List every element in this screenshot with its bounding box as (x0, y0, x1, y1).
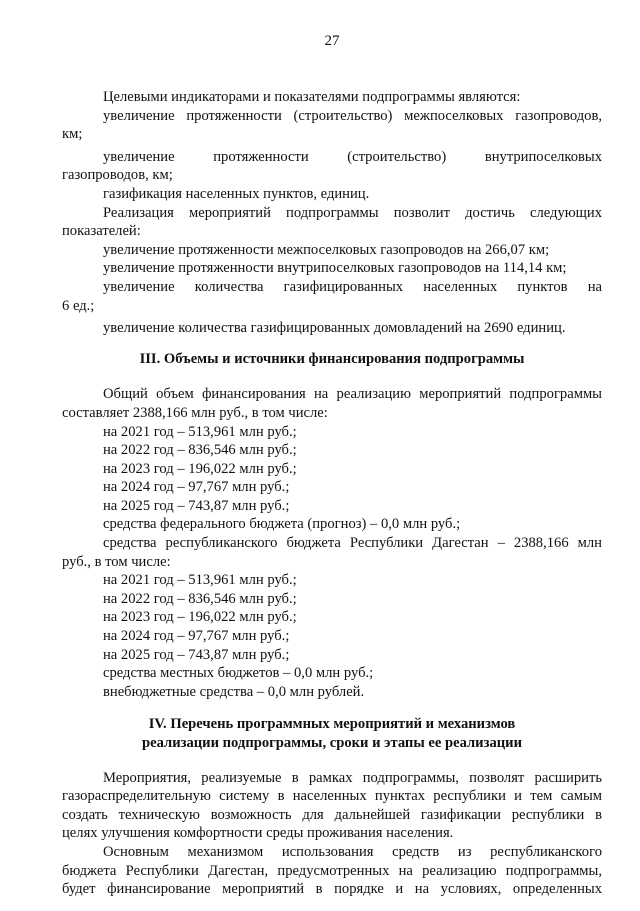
section-4-heading-line: IV. Перечень программных мероприятий и механизмов (148, 716, 516, 733)
text-line: на 2025 год – 743,87 млн руб.; (103, 646, 290, 663)
text-line: увеличение протяженности (строительство) внутрипоселковых (103, 148, 602, 165)
text-line: составляет 2388,166 млн руб., в том числе: (62, 404, 328, 421)
text-line: Мероприятия, реализуемые в рамках подпрограммы, позволят расширить (103, 769, 602, 786)
text-line: средства федерального бюджета (прогноз) – 0,0 млн руб.; (103, 516, 461, 533)
text-line: внебюджетные средства – 0,0 млн рублей. (103, 683, 365, 700)
text-line: на 2023 год – 196,022 млн руб.; (103, 460, 297, 477)
text-line: создать техническую возможность для дальнейшей газификации республики в (62, 806, 602, 823)
text-line: средства республиканского бюджета Республики Дагестан – 2388,166 млн (103, 535, 602, 552)
text-line: на 2025 год – 743,87 млн руб.; (103, 497, 290, 514)
text-line: будет финансирование мероприятий в порядке и на условиях, определенных (62, 881, 602, 898)
text-line: Общий объем финансирования на реализацию мероприятий подпрограммы (103, 386, 602, 403)
text-line: газопроводов, км; (62, 167, 173, 184)
page-number: 27 (324, 33, 340, 49)
text-line: на 2023 год – 196,022 млн руб.; (103, 609, 297, 626)
section-3-body (62, 385, 602, 701)
text-line: на 2022 год – 836,546 млн руб.; (103, 442, 297, 459)
section-4-body (62, 769, 602, 899)
text-line: Целевыми индикаторами и показателями подпрограммы являются: (103, 89, 521, 105)
text-line: средства местных бюджетов – 0,0 млн руб.; (103, 665, 374, 682)
text-line: газораспределительную систему в населенных пунктах республики и тем самым (62, 788, 602, 805)
text-line: Основным механизмом использования средств из республиканского (103, 843, 602, 860)
text-line: на 2021 год – 513,961 млн руб.; (103, 572, 297, 589)
text-line: 6 ед.; (62, 297, 95, 314)
section-4-heading (62, 715, 602, 752)
text-line: на 2024 год – 97,767 млн руб.; (103, 479, 290, 496)
text-line: показателей: (62, 223, 141, 240)
text-line: газификация населенных пунктов, единиц. (103, 185, 370, 202)
section-3-heading: III. Объемы и источники финансирования подпрограммы (139, 350, 525, 367)
text-line: км; (62, 126, 83, 143)
text-line: на 2024 год – 97,767 млн руб.; (103, 628, 290, 645)
text-line: целях улучшения комфортности среды проживания населения. (62, 825, 454, 842)
text-line: увеличение количества газифицированных домовладений на 2690 единиц. (103, 320, 566, 337)
text-line: увеличение протяженности внутрипоселковых газопроводов на 114,14 км; (103, 260, 567, 277)
text-line: руб., в том числе: (62, 553, 171, 570)
text-line: Реализация мероприятий подпрограммы позволит достичь следующих (103, 204, 602, 221)
intro-block (62, 88, 602, 338)
section-4-heading-line: реализации подпрограммы, сроки и этапы ее реализации (142, 735, 522, 751)
text-line: увеличение количества газифицированных населенных пунктов на (103, 278, 602, 295)
text-line: бюджета Республики Дагестан, предусмотренных на реализацию подпрограммы, (62, 862, 602, 879)
text-line: на 2022 год – 836,546 млн руб.; (103, 590, 297, 607)
text-line: на 2021 год – 513,961 млн руб.; (103, 423, 297, 440)
text-line: увеличение протяженности межпоселковых газопроводов на 266,07 км; (103, 241, 550, 258)
text-line: увеличение протяженности (строительство) межпоселковых газопроводов, (103, 107, 602, 124)
